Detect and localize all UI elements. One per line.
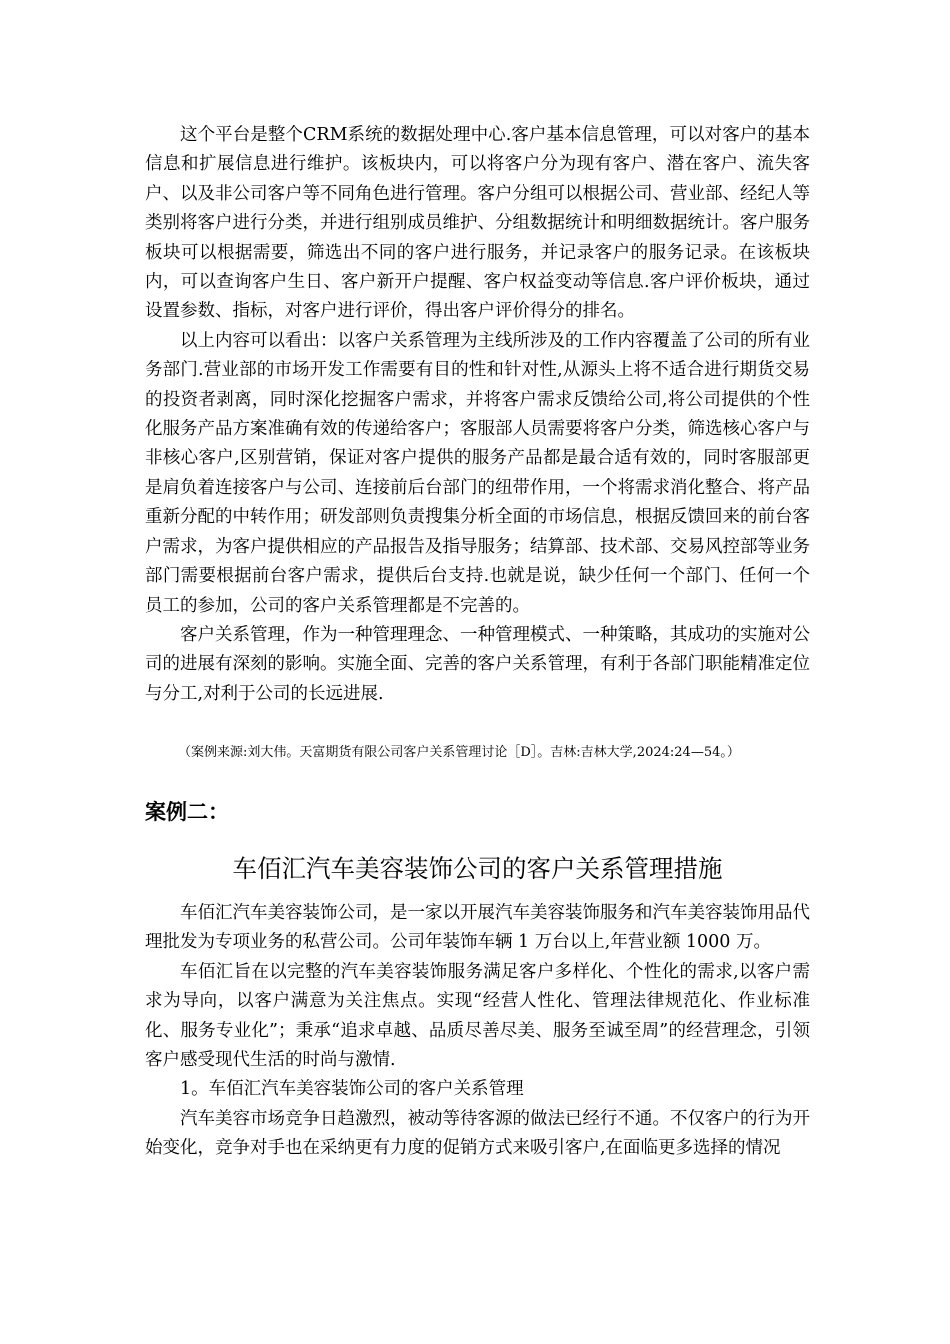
section1-paragraph-1: 这个平台是整个CRM系统的数据处理中心.客户基本信息管理，可以对客户的基本信息和扩展信息进行维护。该板块内，可以将客户分为现有客户、潜在客户、流失客户、以及非公司客户等不同角色进行管理。客户分组可以根据公司、营业部、经纪人等类别将客户进行分类，并进行组别成员维护、分组数据统计和明细数据统计。客户服务板块可以根据需要，筛选出不同的客户进行服务，并记录客户的服务记录。在该板块内，可以查询客户生日、客户新开户提醒、客户权益变动等信息.客户评价板块，通过设置参数、指标，对客户进行评价，得出客户评价得分的排名。 xyxy=(145,125,810,322)
case-source-citation: （案例来源:刘大伟。天富期货有限公司客户关系管理讨论［D］。吉林:吉林大学,2024:24—54。） xyxy=(178,745,740,760)
section2-paragraph-1: 车佰汇汽车美容装饰公司，是一家以开展汽车美容装饰服务和汽车美容装饰用品代理批发为专项业务的私营公司。公司年装饰车辆 1 万台以上,年营业额 1000 万。 xyxy=(145,903,810,953)
section2-paragraph-3: 汽车美容市场竞争日趋激烈，被动等待客源的做法已经行不通。不仅客户的行为开始变化，竞争对手也在采纳更有力度的促销方式来吸引客户,在面临更多选择的情况 xyxy=(145,1108,810,1159)
section1-paragraph-3: 客户关系管理，作为一种管理理念、一种管理模式、一种策略，其成功的实施对公司的进展有深刻的影响。实施全面、完善的客户关系管理，有利于各部门职能精准定位与分工,对利于公司的长远进展. xyxy=(145,624,810,704)
section1-body xyxy=(145,121,810,709)
case-two-heading: 案例二： xyxy=(145,800,229,824)
section1-paragraph-2: 以上内容可以看出：以客户关系管理为主线所涉及的工作内容覆盖了公司的所有业务部门.营业部的市场开发工作需要有目的性和针对性,从源头上将不适合进行期货交易的投资者剥离，同时深化挖掘客户需求，并将客户需求反馈给公司,将公司提供的个性化服务产品方案准确有效的传递给客户；客服部人员需要将客户分类，筛选核心客户与非核心客户,区别营销，保证对客户提供的服务产品都是最合适有效的，同时客服部更是肩负着连接客户与公司、连接前后台部门的纽带作用，一个将需求消化整合、将产品重新分配的中转作用；研发部则负责搜集分析全面的市场信息，根据反馈回来的前台客户需求，为客户提供相应的产品报告及指导服务；结算部、技术部、交易风控部等业务部门需要根据前台客户需求，提供后台支持.也就是说，缺少任何一个部门、任何一个员工的参加，公司的客户关系管理都是不完善的。 xyxy=(145,330,810,616)
section2-subheading: 1。车佰汇汽车美容装饰公司的客户关系管理 xyxy=(180,1079,524,1100)
section2-body xyxy=(145,899,810,1164)
section2-paragraph-2: 车佰汇旨在以完整的汽车美容装饰服务满足客户多样化、个性化的需求,以客户需求为导向，以客户满意为关注焦点。实现“经营人性化、管理法律规范化、作业标准化、服务专业化”；秉承“追求卓越、品质尽善尽美、服务至诚至周”的经营理念，引领客户感受现代生活的时尚与激情. xyxy=(145,961,810,1071)
case-two-title: 车佰汇汽车美容装饰公司的客户关系管理措施 xyxy=(232,854,723,883)
